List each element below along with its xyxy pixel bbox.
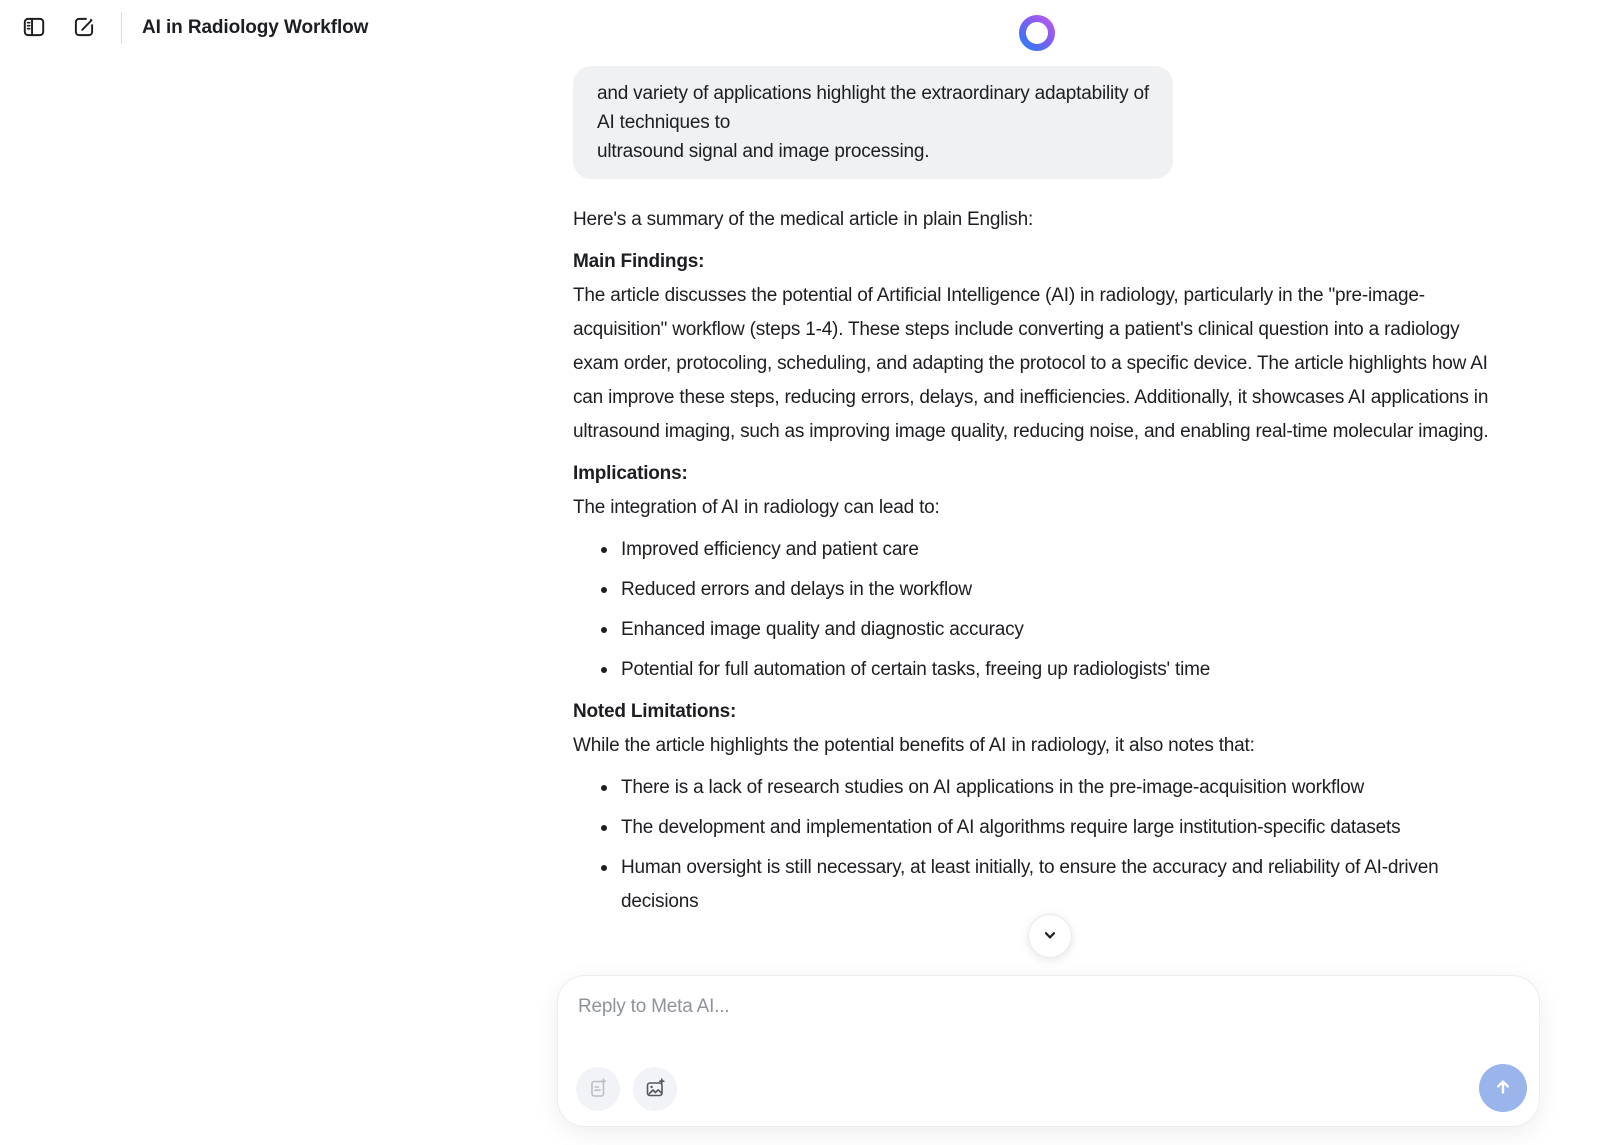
bullet-item: Improved efficiency and patient care <box>573 533 1493 567</box>
add-image-button[interactable] <box>633 1067 677 1111</box>
user-message <box>573 66 1173 179</box>
chevron-down-icon <box>1038 923 1062 950</box>
page-title: AI in Radiology Workflow <box>142 17 369 38</box>
meta-ai-logo <box>1019 15 1055 51</box>
send-button[interactable] <box>1479 1064 1527 1112</box>
bullet-item: Enhanced image quality and diagnostic accuracy <box>573 613 1493 647</box>
composer-actions <box>576 1067 677 1111</box>
bullet-item: Human oversight is still necessary, at least initially, to ensure the accuracy and reliability of AI-driven decisions <box>573 851 1493 919</box>
new-chat-button[interactable] <box>66 10 102 46</box>
top-bar <box>0 0 1600 56</box>
add-image-icon <box>644 1077 666 1102</box>
assistant-message <box>573 203 1493 919</box>
sidebar-toggle-button[interactable] <box>16 10 52 46</box>
composer <box>557 975 1540 1127</box>
section-heading: Noted Limitations: <box>573 701 737 722</box>
send-arrow-icon <box>1491 1075 1515 1102</box>
bullet-list <box>573 533 1493 687</box>
section-paragraph: The article discusses the potential of Artificial Intelligence (AI) in radiology, particularly in the "pre-image-acquisition" workflow (steps 1-4). These steps include converting a patient's clinical question into a radiology exam order, protocoling, scheduling, and adapting the protocol to a specific device. The article highlights how AI can improve these steps, reducing errors, delays, and inefficiencies. Additionally, it showcases AI applications in ultrasound imaging, such as improving image quality, reducing noise, and enabling real-time molecular imaging. <box>573 285 1489 442</box>
attach-document-button[interactable] <box>576 1067 620 1111</box>
section-paragraph: While the article highlights the potential benefits of AI in radiology, it also notes that: <box>573 735 1255 756</box>
section-heading: Main Findings: <box>573 251 705 272</box>
bullet-list <box>573 771 1493 919</box>
chat-column <box>573 56 1493 919</box>
assistant-intro: Here's a summary of the medical article in plain English: <box>573 209 1034 230</box>
sidebar-toggle-icon <box>21 14 47 43</box>
attach-document-icon <box>587 1077 609 1102</box>
assistant-sections <box>573 245 1493 919</box>
reply-input[interactable] <box>558 976 1539 1048</box>
bullet-item: There is a lack of research studies on AI applications in the pre-image-acquisition workflow <box>573 771 1493 805</box>
bullet-item: The development and implementation of AI algorithms require large institution-specific datasets <box>573 811 1493 845</box>
bullet-item: Potential for full automation of certain tasks, freeing up radiologists' time <box>573 653 1493 687</box>
user-message-line: and variety of applications highlight the extraordinary adaptability of <box>597 83 1149 104</box>
header-divider <box>121 12 122 44</box>
user-message-line: AI techniques to <box>597 112 731 133</box>
scroll-to-bottom-button[interactable] <box>1028 914 1072 958</box>
new-chat-icon <box>71 14 97 43</box>
section-heading: Implications: <box>573 463 688 484</box>
section-paragraph: The integration of AI in radiology can lead to: <box>573 497 940 518</box>
user-message-line: ultrasound signal and image processing. <box>597 141 930 162</box>
bullet-item: Reduced errors and delays in the workflow <box>573 573 1493 607</box>
